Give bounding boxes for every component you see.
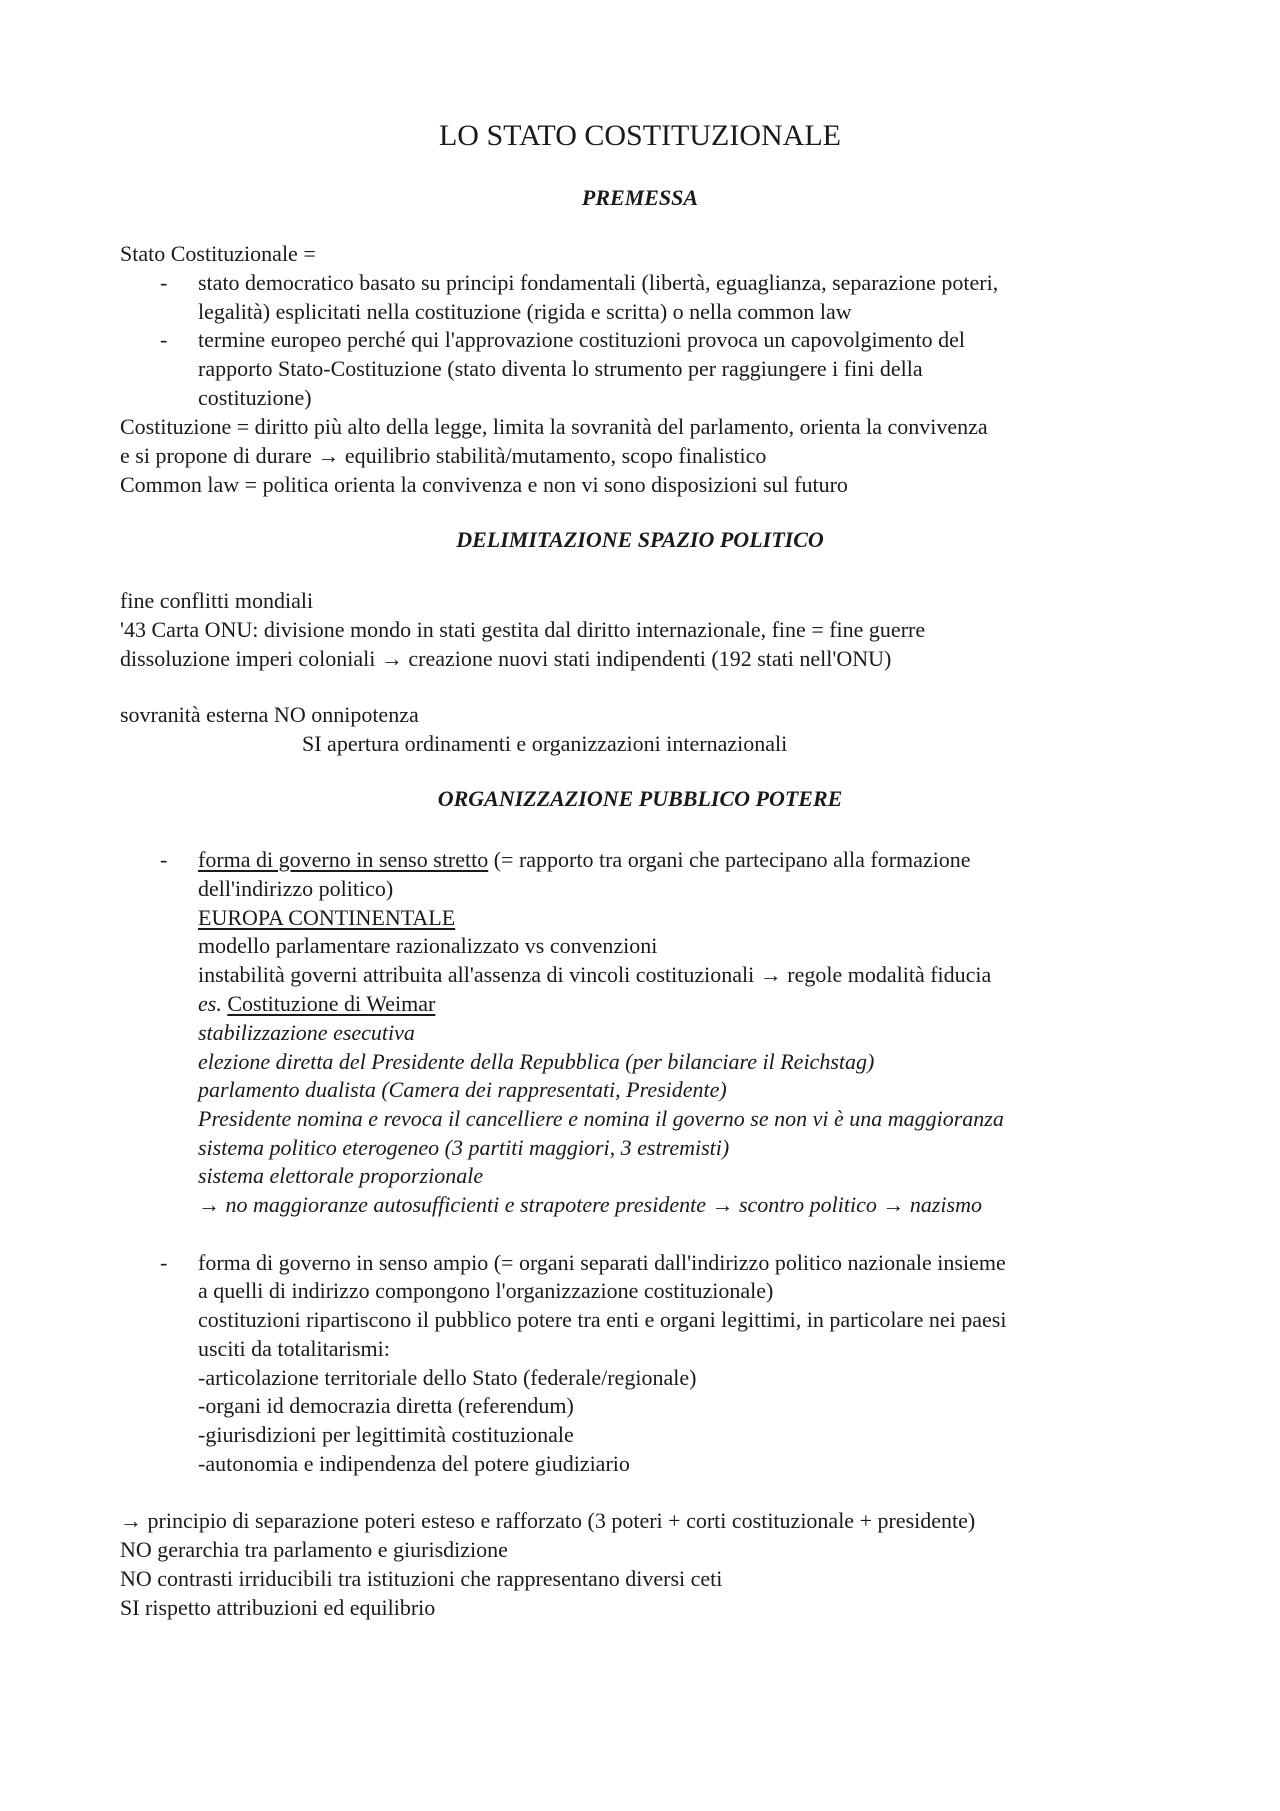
document-title: LO STATO COSTITUZIONALE <box>438 119 841 152</box>
org-bullet2-line7: -giurisdizioni per legittimità costituzionale <box>198 1422 574 1447</box>
premessa-bullet2-line2: rapporto Stato-Costituzione (stato diventa lo strumento per raggiungere i fini della <box>198 356 923 381</box>
weimar-subheading: Costituzione di Weimar <box>227 991 436 1016</box>
premessa-bullet1-line1: stato democratico basato su principi fondamentali (libertà, eguaglianza, separazione poteri, <box>198 270 999 295</box>
org-bullet2-line8: -autonomia e indipendenza del potere giudiziario <box>198 1451 630 1476</box>
premessa-bullet2-line3: costituzione) <box>198 385 312 410</box>
premessa-bullet2-line1: termine europeo perché qui l'approvazione costituzioni provoca un capovolgimento del <box>198 327 965 352</box>
bullet-dash: - <box>160 327 168 352</box>
section-heading-delimitazione: DELIMITAZIONE SPAZIO POLITICO <box>456 527 824 552</box>
org-bullet2-line5: -articolazione territoriale dello Stato (federale/regionale) <box>198 1365 697 1390</box>
weimar-line4: Presidente nomina e revoca il cancelliere e nomina il governo se non vi è una maggioranza <box>198 1106 1004 1131</box>
delimitazione-line3: dissoluzione imperi coloniali → creazione nuovi stati indipendenti (192 stati nell'ONU) <box>120 646 892 671</box>
weimar-line5: sistema politico eterogeneo (3 partiti maggiori, 3 estremisti) <box>198 1135 730 1160</box>
weimar-line3: parlamento dualista (Camera dei rappresentati, Presidente) <box>198 1077 727 1102</box>
conclusion-line4: SI rispetto attribuzioni ed equilibrio <box>120 1595 436 1620</box>
org-bullet2-line1: forma di governo in senso ampio (= organi separati dall'indirizzo politico nazionale insieme <box>198 1250 1006 1275</box>
org-bullet2-line3: costituzioni ripartiscono il pubblico potere tra enti e organi legittimi, in particolare nei paesi <box>198 1307 1007 1332</box>
conclusion-line1: → principio di separazione poteri esteso e rafforzato (3 poteri + corti costituzionale + presidente) <box>120 1508 976 1533</box>
weimar-line6: sistema elettorale proporzionale <box>198 1163 484 1188</box>
weimar-line7: → no maggioranze autosufficienti e strapotere presidente → scontro politico → nazismo <box>198 1192 982 1217</box>
premessa-intro: Stato Costituzionale = <box>120 241 316 266</box>
example-prefix: es. <box>198 991 222 1016</box>
delimitazione-line2: '43 Carta ONU: divisione mondo in stati gestita dal diritto internazionale, fine = fine guerre <box>120 617 926 642</box>
forma-governo-stretto-term: forma di governo in senso stretto <box>198 847 489 872</box>
example-line <box>198 990 435 1018</box>
premessa-para-line3: Common law = politica orienta la convivenza e non vi sono disposizioni sul futuro <box>120 472 848 497</box>
conclusion-line3: NO contrasti irriducibili tra istituzioni che rappresentano diversi ceti <box>120 1566 723 1591</box>
premessa-para-line1: Costituzione = diritto più alto della legge, limita la sovranità del parlamento, orienta la convivenza <box>120 414 988 439</box>
premessa-para-line2: e si propone di durare → equilibrio stabilità/mutamento, scopo finalistico <box>120 443 767 468</box>
org-bullet2-line6: -organi id democrazia diretta (referendum) <box>198 1393 574 1418</box>
section-heading-premessa: PREMESSA <box>581 185 699 210</box>
org-bullet2-line4: usciti da totalitarismi: <box>198 1336 390 1361</box>
delimitazione-line1: fine conflitti mondiali <box>120 588 314 613</box>
section-heading-organizzazione: ORGANIZZAZIONE PUBBLICO POTERE <box>437 786 843 811</box>
premessa-bullet1-line2: legalità) esplicitati nella costituzione (rigida e scritta) o nella common law <box>198 299 852 324</box>
bullet-dash: - <box>160 270 168 295</box>
conclusion-line2: NO gerarchia tra parlamento e giurisdizione <box>120 1537 508 1562</box>
weimar-line1: stabilizzazione esecutiva <box>198 1020 415 1045</box>
org-bullet1-line1 <box>198 846 971 874</box>
forma-governo-stretto-def: (= rapporto tra organi che partecipano alla formazione <box>488 847 971 872</box>
org-bullet1-line2: dell'indirizzo politico) <box>198 876 394 901</box>
org-bullet2-line2: a quelli di indirizzo compongono l'organizzazione costituzionale) <box>198 1278 774 1303</box>
bullet-dash: - <box>160 847 168 872</box>
instabilita-line: instabilità governi attribuita all'assenza di vincoli costituzionali → regole modalità fiducia <box>198 962 992 987</box>
sovranita-line1: sovranità esterna NO onnipotenza <box>120 702 419 727</box>
weimar-line2: elezione diretta del Presidente della Repubblica (per bilanciare il Reichstag) <box>198 1049 875 1074</box>
europa-continentale-subheading: EUROPA CONTINENTALE <box>198 905 456 930</box>
bullet-dash: - <box>160 1250 168 1275</box>
sovranita-line2: SI apertura ordinamenti e organizzazioni internazionali <box>302 731 788 756</box>
modello-line: modello parlamentare razionalizzato vs convenzioni <box>198 933 658 958</box>
